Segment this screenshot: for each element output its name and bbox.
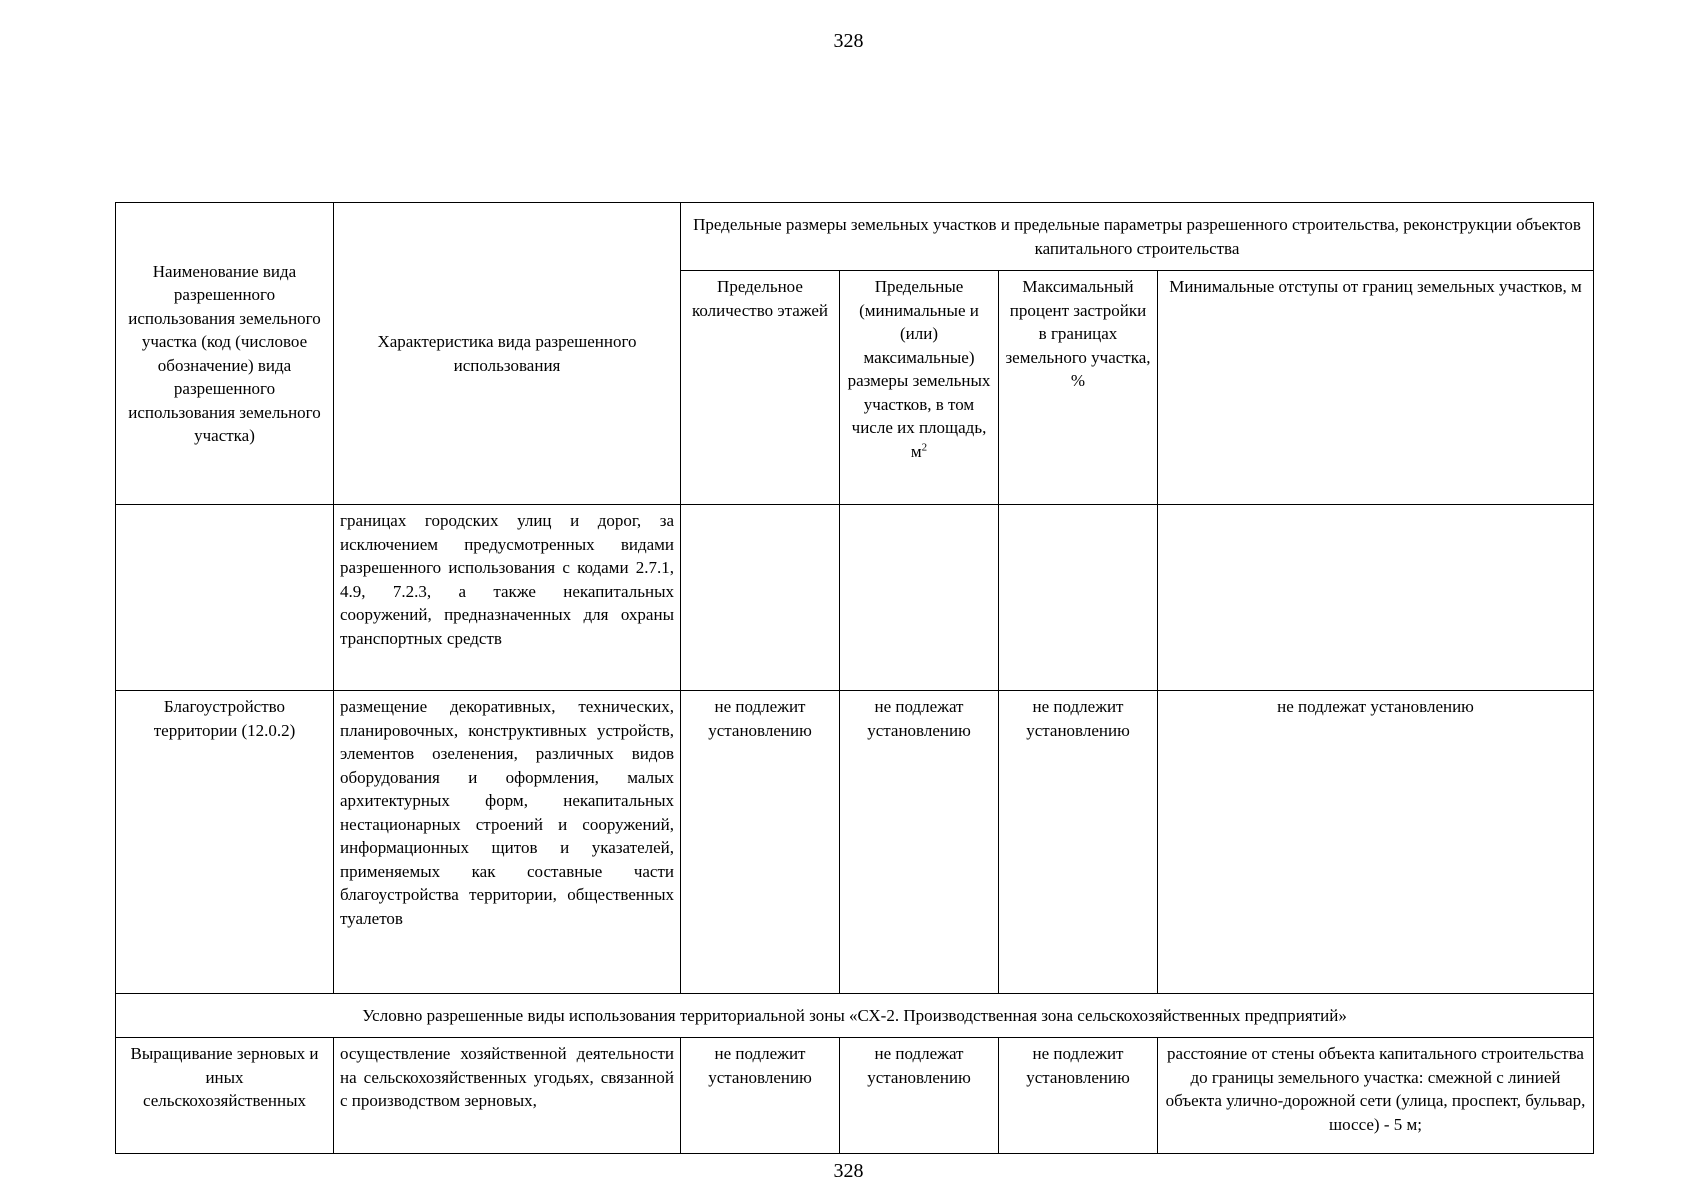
header-row-1 bbox=[116, 203, 1594, 271]
table-row bbox=[116, 691, 1594, 994]
row3-name: Выращивание зерновых и иных сельскохозяйственных bbox=[116, 1038, 334, 1154]
header-plot-sizes bbox=[840, 271, 999, 505]
section-title: Условно разрешенные виды использования территориальной зоны «СХ-2. Производственная зона сельскохозяйственных предприятий» bbox=[116, 994, 1594, 1038]
row3-coverage: не подлежит установлению bbox=[999, 1038, 1158, 1154]
row3-description: осуществление хозяйственной деятельности на сельскохозяйственных угодьях, связанной с производством зерновых, bbox=[334, 1038, 681, 1154]
table-row bbox=[116, 505, 1594, 691]
row2-sizes: не подлежат установлению bbox=[840, 691, 999, 994]
row1-floors bbox=[681, 505, 840, 691]
header-setbacks: Минимальные отступы от границ земельных участков, м bbox=[1158, 271, 1594, 505]
section-row bbox=[116, 994, 1594, 1038]
header-plot-sizes-superscript: 2 bbox=[921, 440, 928, 453]
page-number-top: 328 bbox=[833, 30, 864, 52]
row1-setbacks bbox=[1158, 505, 1594, 691]
row3-sizes: не подлежат установлению bbox=[840, 1038, 999, 1154]
header-use-characteristic: Характеристика вида разрешенного использования bbox=[334, 203, 681, 505]
row2-floors: не подлежит установлению bbox=[681, 691, 840, 994]
header-limits-group: Предельные размеры земельных участков и предельные параметры разрешенного строительства, реконструкции объектов капитального строительства bbox=[681, 203, 1594, 271]
row2-description: размещение декоративных, технических, планировочных, конструктивных устройств, элементов озеленения, различных видов оборудования и оформления, малых архитектурных форм, некапитальных нестационарных строений и сооружений, информационных щитов и указателей, применяемых как составные части благоустройства территории, общественных туалетов bbox=[334, 691, 681, 994]
header-coverage: Максимальный процент застройки в границах земельного участка, % bbox=[999, 271, 1158, 505]
row1-name bbox=[116, 505, 334, 691]
row2-coverage: не подлежит установлению bbox=[999, 691, 1158, 994]
row2-setbacks: не подлежат установлению bbox=[1158, 691, 1594, 994]
land-use-table bbox=[115, 202, 1594, 1154]
row2-name: Благоустройство территории (12.0.2) bbox=[116, 691, 334, 994]
table-row bbox=[116, 1038, 1594, 1154]
row1-description: границах городских улиц и дорог, за исключением предусмотренных видами разрешенного использования с кодами 2.7.1, 4.9, 7.2.3, а также некапитальных сооружений, предназначенных для охраны транспортных средств bbox=[334, 505, 681, 691]
header-plot-sizes-text: Предельные (минимальные и (или) максимальные) размеры земельных участков, в том числе их площадь, м bbox=[847, 277, 991, 461]
row3-setbacks: расстояние от стены объекта капитального строительства до границы земельного участка: смежной с линией объекта улично-дорожной сети (улица, проспект, бульвар, шоссе) - 5 м; bbox=[1158, 1038, 1594, 1154]
row1-coverage bbox=[999, 505, 1158, 691]
header-floors: Предельное количество этажей bbox=[681, 271, 840, 505]
row1-sizes bbox=[840, 505, 999, 691]
row3-floors: не подлежит установлению bbox=[681, 1038, 840, 1154]
header-use-name: Наименование вида разрешенного использования земельного участка (код (числовое обозначение) вида разрешенного использования земельного участка) bbox=[116, 203, 334, 505]
page-number-bottom: 328 bbox=[833, 1160, 864, 1182]
